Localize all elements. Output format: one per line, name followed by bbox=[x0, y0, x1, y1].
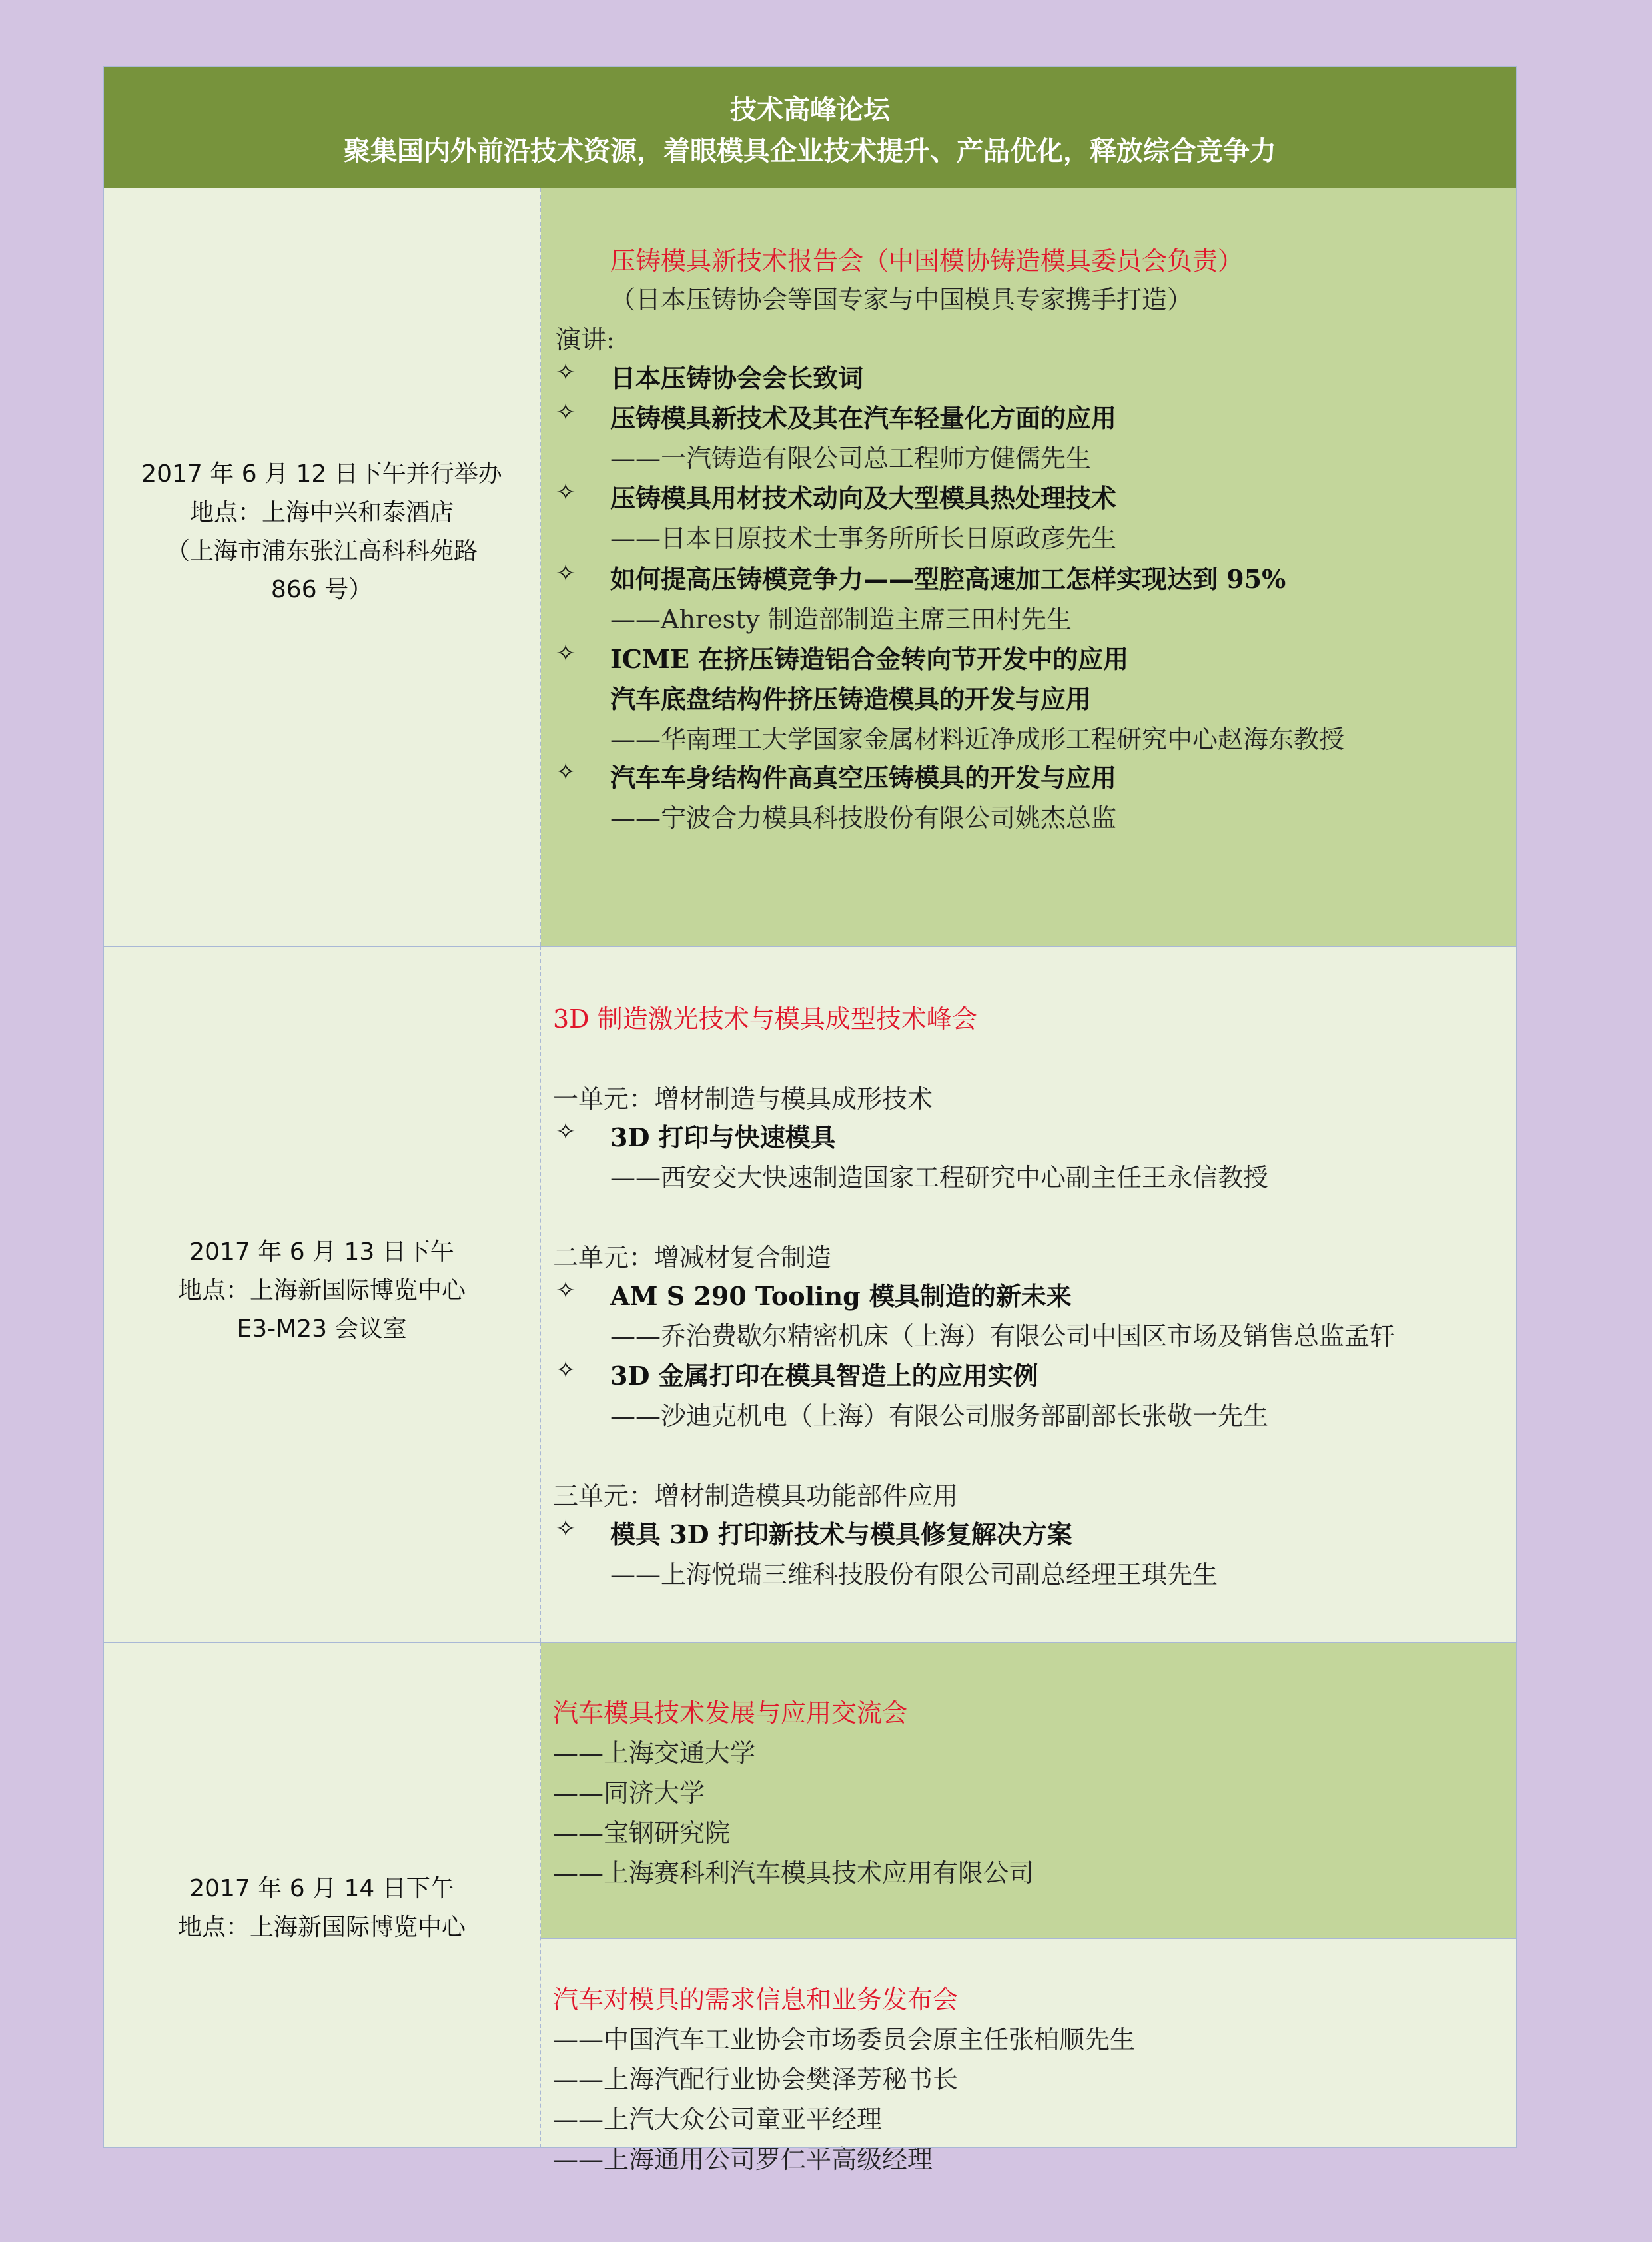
bullet-icon: ✧ bbox=[556, 640, 576, 667]
row3-date: 2017 年 6 月 14 日下午 bbox=[189, 1875, 454, 1902]
row1-speaker-5: ——华南理工大学国家金属材料近净成形工程研究中心赵海东教授 bbox=[610, 725, 1345, 754]
row3-venue: 地点：上海新国际博览中心 bbox=[177, 1914, 466, 1941]
row1-topic-2: 压铸模具新技术及其在汽车轻量化方面的应用 bbox=[610, 403, 1117, 433]
row1-info bbox=[103, 455, 541, 609]
row1-speaker-2: ——一汽铸造有限公司总工程师方健儒先生 bbox=[610, 444, 1092, 473]
row1-speaker-4: ——Ahresty 制造部制造主席三田村先生 bbox=[610, 605, 1072, 634]
row1-topic-5b: 汽车底盘结构件挤压铸造模具的开发与应用 bbox=[610, 684, 1092, 714]
row3-session1-speaker: ——宝钢研究院 bbox=[553, 1818, 731, 1848]
row1-topic-1: 日本压铸协会会长致词 bbox=[610, 363, 864, 393]
row2-speaker-2: ——乔治费歇尔精密机床（上海）有限公司中国区市场及销售总监孟轩 bbox=[610, 1321, 1396, 1351]
row2-date: 2017 年 6 月 13 日下午 bbox=[189, 1238, 454, 1266]
row1-speech-label: 演讲: bbox=[556, 325, 615, 354]
row3-info bbox=[103, 1870, 541, 1947]
row1-session-title: 压铸模具新技术报告会（中国模协铸造模具委员会负责） bbox=[610, 246, 1244, 276]
row1-topic-6: 汽车车身结构件高真空压铸模具的开发与应用 bbox=[610, 763, 1117, 793]
bullet-icon: ✧ bbox=[556, 1118, 576, 1146]
header-title: 技术高峰论坛 bbox=[730, 95, 890, 125]
row2-venue: 地点：上海新国际博览中心 bbox=[177, 1277, 466, 1304]
row1-topic-4: 如何提高压铸模竞争力——型腔高速加工怎样实现达到 95% bbox=[610, 564, 1286, 594]
bullet-icon: ✧ bbox=[556, 399, 576, 426]
row2-unit-1: 一单元：增材制造与模具成形技术 bbox=[553, 1084, 933, 1114]
row1-date: 2017 年 6 月 12 日下午并行举办 bbox=[141, 460, 502, 488]
row3-session1-speaker: ——上海赛科利汽车模具技术应用有限公司 bbox=[553, 1858, 1034, 1888]
row2-session-title: 3D 制造激光技术与模具成型技术峰会 bbox=[553, 1004, 977, 1034]
row3-session2-speaker: ——中国汽车工业协会市场委员会原主任张柏顺先生 bbox=[553, 2025, 1136, 2054]
row2-speaker-1: ——西安交大快速制造国家工程研究中心副主任王永信教授 bbox=[610, 1163, 1269, 1192]
row3-session2-speaker: ——上海汽配行业协会樊泽芳秘书长 bbox=[553, 2065, 959, 2094]
row2-topic-3: 3D 金属打印在模具智造上的应用实例 bbox=[610, 1361, 1038, 1391]
schedule-table bbox=[103, 66, 1517, 2174]
bullet-icon: ✧ bbox=[556, 560, 576, 587]
row1-topic-3: 压铸模具用材技术动向及大型模具热处理技术 bbox=[610, 483, 1117, 513]
bullet-icon: ✧ bbox=[556, 479, 576, 506]
row1-session-note: （日本压铸协会等国专家与中国模具专家携手打造） bbox=[610, 285, 1193, 314]
row3-session2-speaker: ——上海通用公司罗仁平高级经理 bbox=[553, 2145, 933, 2174]
bullet-icon: ✧ bbox=[556, 1357, 576, 1384]
row2-room: E3-M23 会议室 bbox=[236, 1315, 407, 1343]
row2-topic-2: AM S 290 Tooling 模具制造的新未来 bbox=[610, 1281, 1072, 1311]
row1-topic-5: ICME 在挤压铸造铝合金转向节开发中的应用 bbox=[610, 644, 1129, 674]
bullet-icon: ✧ bbox=[556, 1515, 576, 1543]
row2-topic-1: 3D 打印与快速模具 bbox=[610, 1122, 836, 1152]
bullet-icon: ✧ bbox=[556, 359, 576, 386]
row1-speaker-6: ——宁波合力模具科技股份有限公司姚杰总监 bbox=[610, 803, 1117, 833]
row3-session1-speaker: ——同济大学 bbox=[553, 1778, 705, 1808]
row3-session1-title: 汽车模具技术发展与应用交流会 bbox=[553, 1698, 908, 1728]
row2-unit-3: 三单元：增材制造模具功能部件应用 bbox=[553, 1481, 959, 1511]
row2-unit-2: 二单元：增减材复合制造 bbox=[553, 1243, 832, 1272]
table-header bbox=[103, 66, 1517, 188]
row2-topic-4: 模具 3D 打印新技术与模具修复解决方案 bbox=[610, 1519, 1072, 1549]
row3-session2-title: 汽车对模具的需求信息和业务发布会 bbox=[553, 1985, 959, 2014]
bullet-icon: ✧ bbox=[556, 1277, 576, 1304]
row3-session1-speaker: ——上海交通大学 bbox=[553, 1738, 756, 1768]
header-subtitle: 聚集国内外前沿技术资源，着眼模具企业技术提升、产品优化，释放综合竞争力 bbox=[344, 136, 1276, 167]
row1-speaker-3: ——日本日原技术士事务所所长日原政彦先生 bbox=[610, 524, 1117, 553]
row1-address-line2: 866 号） bbox=[270, 576, 373, 603]
row1-venue: 地点：上海中兴和泰酒店 bbox=[189, 499, 454, 526]
row2-speaker-4: ——上海悦瑞三维科技股份有限公司副总经理王琪先生 bbox=[610, 1560, 1218, 1589]
row2-info bbox=[103, 1233, 541, 1349]
row2-speaker-3: ——沙迪克机电（上海）有限公司服务部副部长张敬一先生 bbox=[610, 1401, 1269, 1431]
row1-address-line1: （上海市浦东张江高科科苑路 bbox=[165, 538, 478, 565]
bullet-icon: ✧ bbox=[556, 759, 576, 786]
row3-session2-speaker: ——上汽大众公司童亚平经理 bbox=[553, 2105, 883, 2134]
